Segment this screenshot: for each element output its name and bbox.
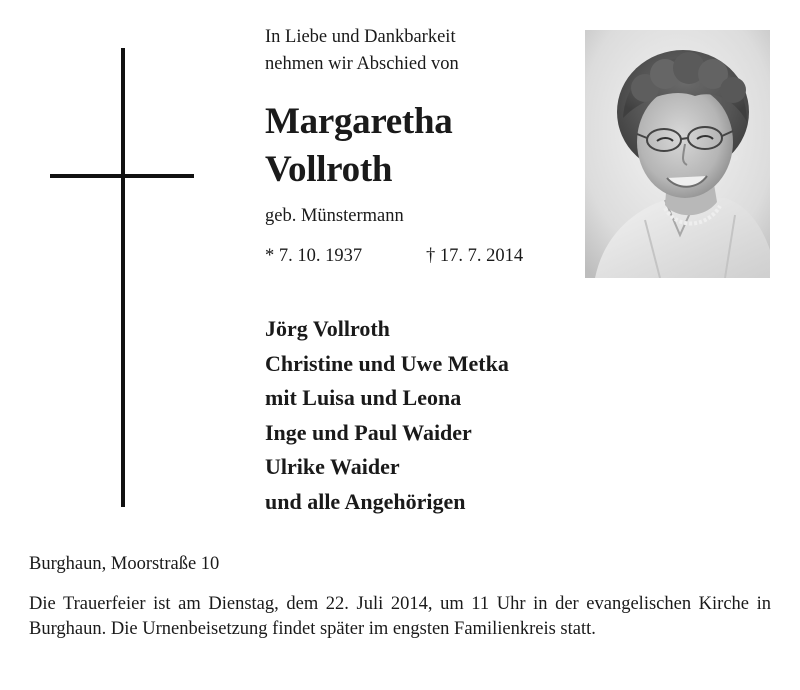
maiden-name: geb. Münstermann (265, 206, 404, 226)
intro-line-2: nehmen wir Abschied von (265, 54, 459, 74)
address: Burghaun, Moorstraße 10 (29, 554, 220, 574)
deceased-first-name: Margaretha (265, 101, 453, 142)
portrait-photo (585, 30, 770, 278)
mourner-line: Ulrike Waider (265, 454, 400, 479)
mourner-line: Christine und Uwe Metka (265, 350, 509, 376)
mourner-line: Jörg Vollroth (265, 316, 390, 341)
mourner-line: Inge und Paul Waider (265, 419, 472, 445)
intro-text (265, 24, 459, 78)
mourner-line: mit Luisa und Leona (265, 385, 462, 410)
intro-line-1: In Liebe und Dankbarkeit (265, 27, 456, 47)
birth-date: * 7. 10. 1937 (265, 246, 363, 266)
cross-horizontal-bar (50, 174, 194, 178)
funeral-notice: Die Trauerfeier ist am Dienstag, dem 22. Juli 2014, um 11 Uhr in der evangelischen Kirche in Burghaun. Die Urnenbeisetzung findet später im engsten Familienkreis statt. (29, 594, 771, 639)
cross-vertical-bar (121, 48, 125, 507)
mourner-line: und alle Angehörigen (265, 488, 466, 514)
death-date: † 17. 7. 2014 (426, 246, 524, 266)
deceased-last-name: Vollroth (265, 149, 393, 190)
mourners-list (265, 312, 509, 519)
deceased-name (265, 98, 452, 194)
